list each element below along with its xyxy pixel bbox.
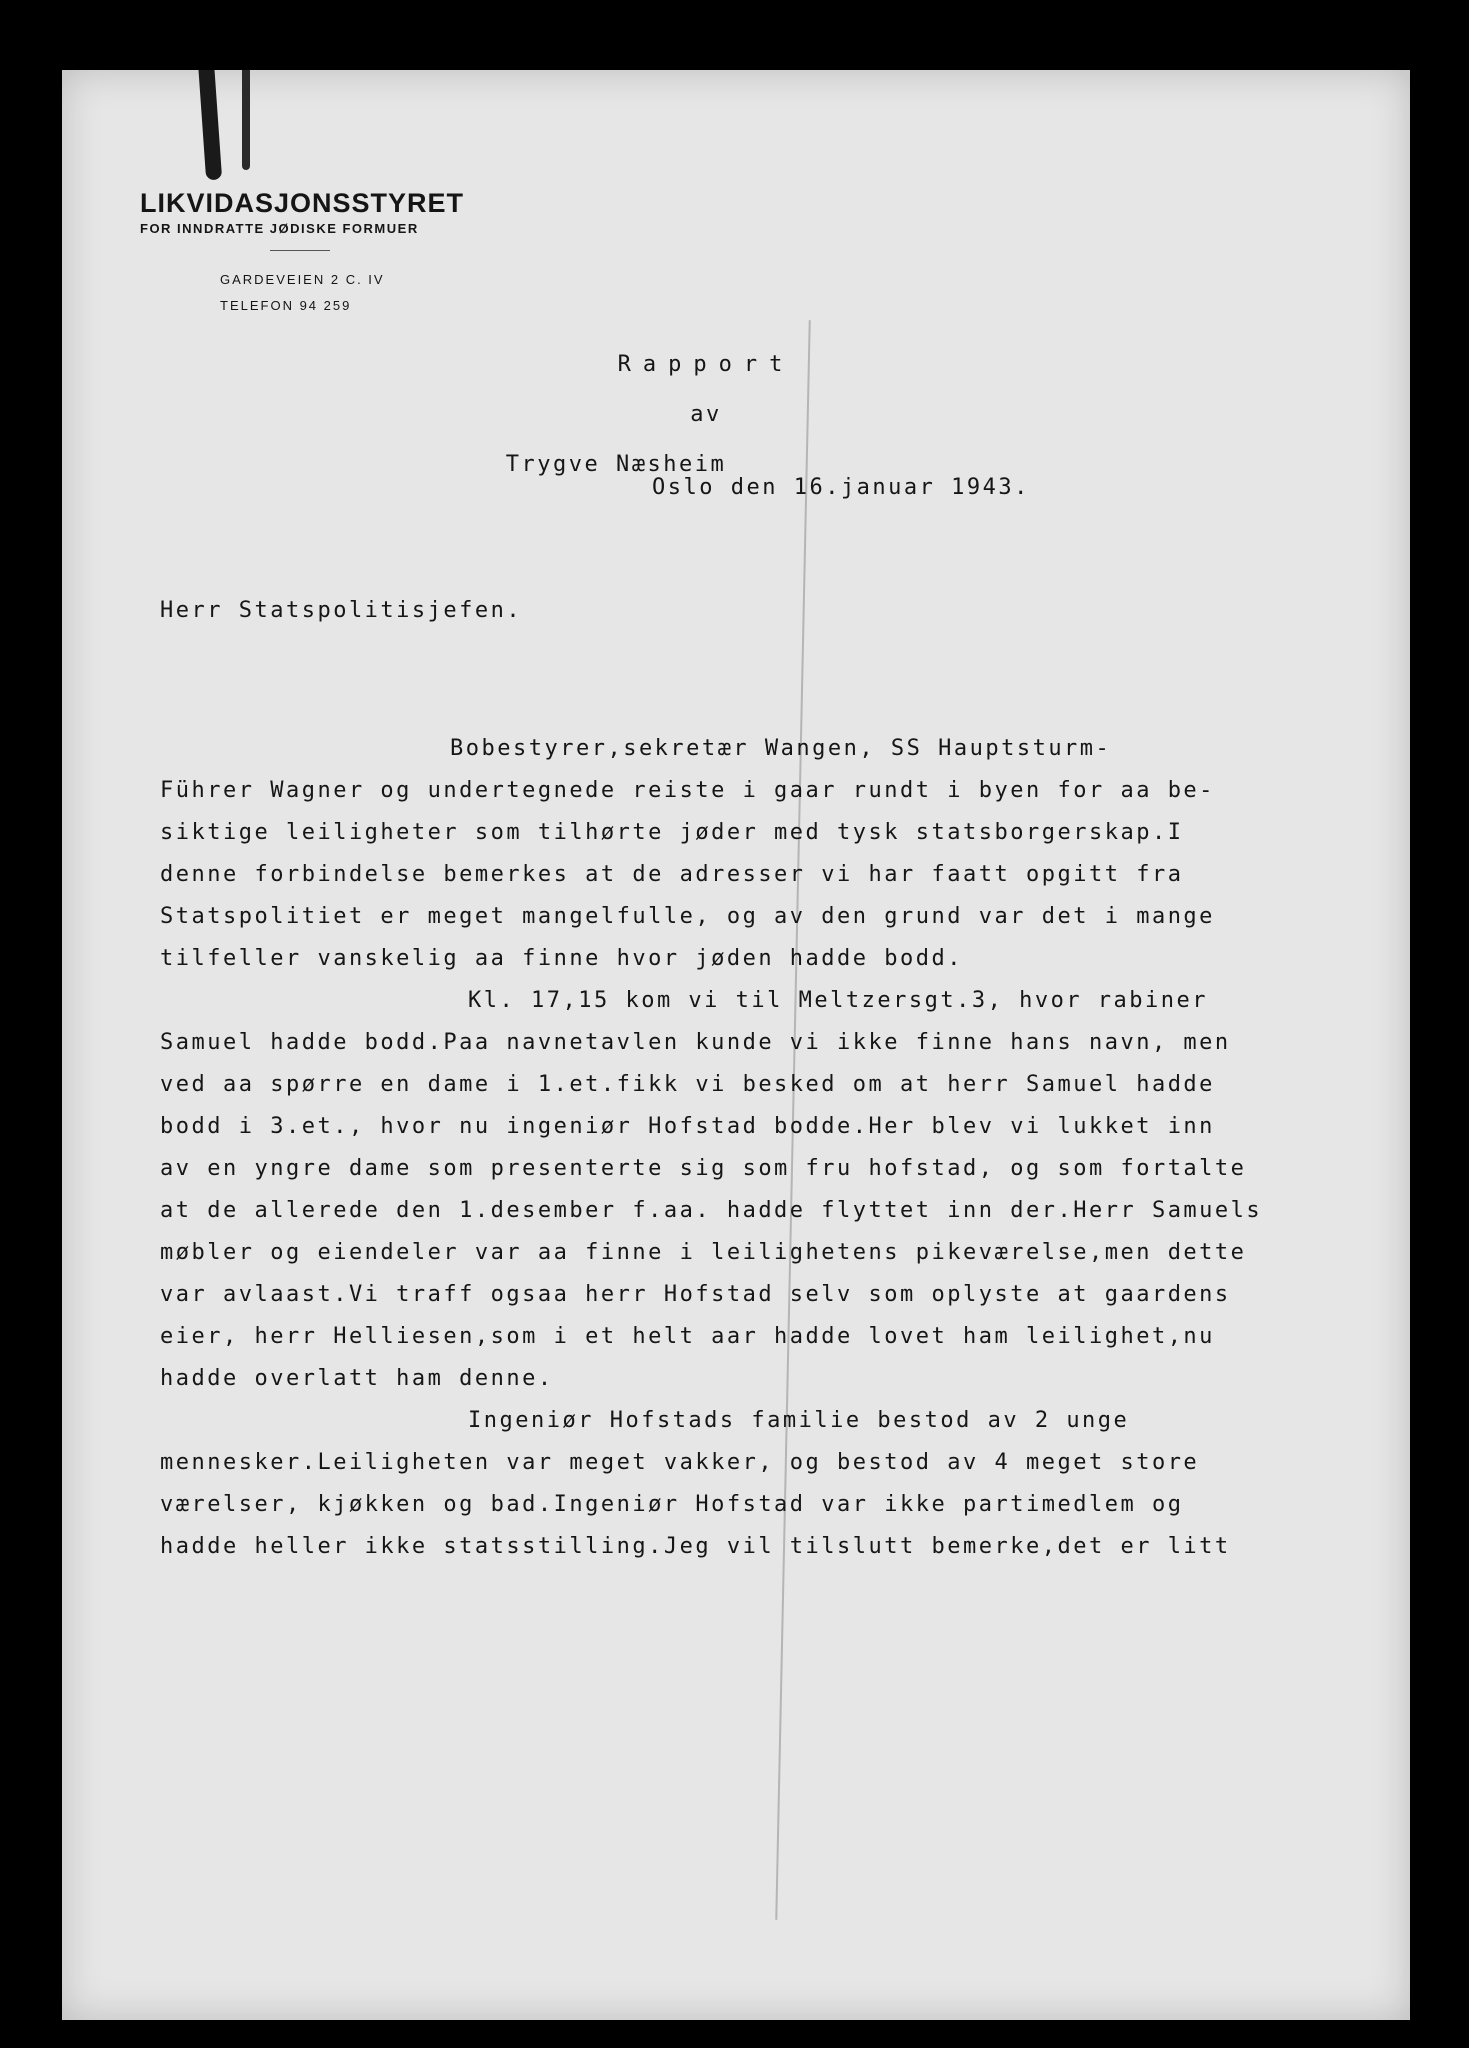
letterhead-address xyxy=(220,267,464,319)
date-line: Oslo den 16.januar 1943. xyxy=(652,475,1030,500)
address-line: GARDEVEIEN 2 C. IV xyxy=(220,272,385,287)
document-page xyxy=(62,70,1410,2020)
body-line: møbler og eiendeler var aa finne i leilighetens pikeværelse,men dette xyxy=(160,1240,1247,1265)
body-line: bodd i 3.et., hvor nu ingeniør Hofstad bodde.Her blev vi lukket inn xyxy=(160,1114,1215,1139)
letterhead-divider xyxy=(270,250,330,251)
body-line: var avlaast.Vi traff ogsaa herr Hofstad selv som oplyste at gaardens xyxy=(160,1282,1231,1307)
body-line: hadde overlatt ham denne. xyxy=(160,1366,554,1391)
body-line: Samuel hadde bodd.Paa navnetavlen kunde vi ikke finne hans navn, men xyxy=(160,1030,1231,1055)
title-line-2: av xyxy=(690,402,722,427)
body-line: at de allerede den 1.desember f.aa. hadde flyttet inn der.Herr Samuels xyxy=(160,1198,1263,1223)
salutation: Herr Statspolitisjefen. xyxy=(160,598,523,623)
body-line: Führer Wagner og undertegnede reiste i gaar rundt i byen for aa be- xyxy=(160,778,1215,803)
body-line: eier, herr Helliesen,som i et helt aar hadde lovet ham leilighet,nu xyxy=(160,1324,1215,1349)
body-line: siktige leiligheter som tilhørte jøder med tysk statsborgerskap.I xyxy=(160,820,1184,845)
body-line: Kl. 17,15 kom vi til Meltzersgt.3, hvor rabiner xyxy=(468,988,1209,1013)
letter-body xyxy=(160,728,1370,1568)
body-line: denne forbindelse bemerkes at de adresser vi har faatt opgitt fra xyxy=(160,862,1184,887)
body-line: hadde heller ikke statsstilling.Jeg vil tilslutt bemerke,det er litt xyxy=(160,1534,1231,1559)
letterhead xyxy=(140,188,464,319)
phone-line: TELEFON 94 259 xyxy=(220,298,352,313)
body-line: ved aa spørre en dame i 1.et.fikk vi besked om at herr Samuel hadde xyxy=(160,1072,1215,1097)
body-line: mennesker.Leiligheten var meget vakker, og bestod av 4 meget store xyxy=(160,1450,1200,1475)
title-line-3: Trygve Næsheim xyxy=(505,452,727,477)
body-line: av en yngre dame som presenterte sig som fru hofstad, og som fortalte xyxy=(160,1156,1247,1181)
body-line: Bobestyrer,sekretær Wangen, SS Hauptsturm- xyxy=(450,736,1112,761)
ink-mark xyxy=(198,70,222,180)
body-line: tilfeller vanskelig aa finne hvor jøden hadde bodd. xyxy=(160,946,964,971)
ink-mark xyxy=(242,70,250,170)
org-name: LIKVIDASJONSSTYRET xyxy=(140,188,465,218)
body-line: Statspolitiet er meget mangelfulle, og av den grund var det i mange xyxy=(160,904,1215,929)
body-line: værelser, kjøkken og bad.Ingeniør Hofstad var ikke partimedlem og xyxy=(160,1492,1184,1517)
body-line: Ingeniør Hofstads familie bestod av 2 unge xyxy=(468,1408,1130,1433)
org-subtitle: FOR INNDRATTE JØDISKE FORMUER xyxy=(140,221,419,236)
title-line-1: Rapport xyxy=(617,352,795,377)
